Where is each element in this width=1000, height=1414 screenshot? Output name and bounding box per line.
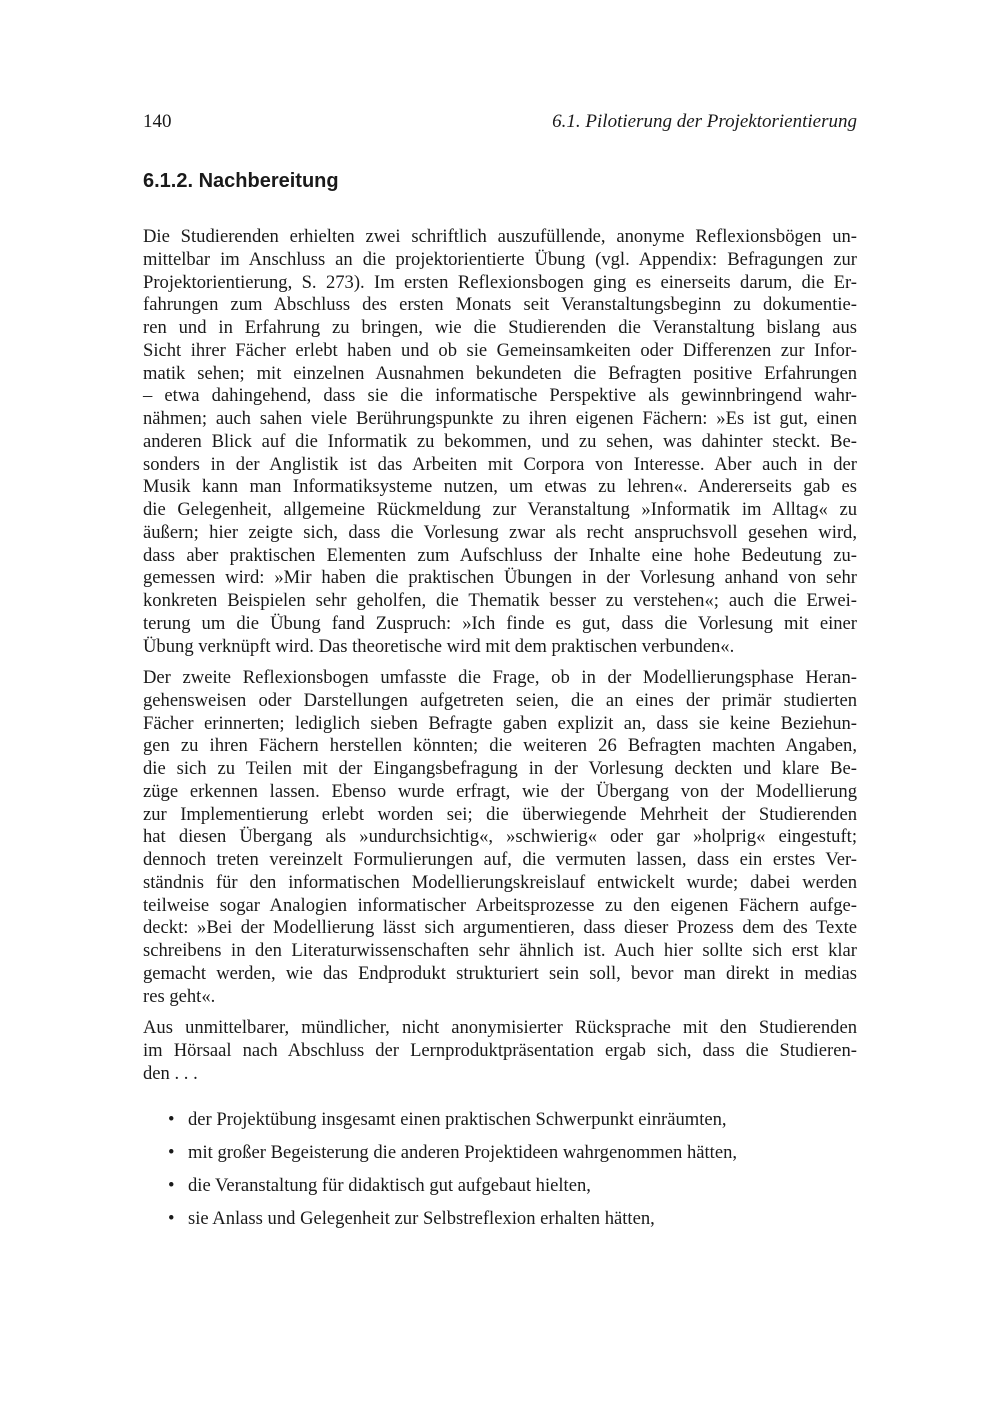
text-line: im Hörsaal nach Abschluss der Lernproduktpräsentation ergab sich, dass die Studieren- — [143, 1039, 857, 1061]
text-line: Musik kann man Informatiksysteme nutzen, um etwas zu lehren«. Andererseits gab es — [143, 476, 857, 498]
list-item — [168, 1174, 737, 1207]
list-item-text: mit großer Begeisterung die anderen Projektideen wahrgenommen hätten, — [188, 1142, 738, 1163]
text-line: matik sehen; mit einzelnen Ausnahmen bekundeten die Befragten positive Erfahrungen — [143, 362, 857, 384]
list-item-text: die Veranstaltung für didaktisch gut aufgebaut hielten, — [188, 1175, 591, 1196]
list-item-text: sie Anlass und Gelegenheit zur Selbstreflexion erhalten hätten, — [188, 1208, 655, 1229]
bullet-icon: • — [168, 1208, 175, 1229]
text-line: res geht«. — [143, 985, 216, 1007]
text-line: terung um die Übung fand Zuspruch: »Ich finde es gut, dass die Vorlesung mit einer — [143, 612, 857, 634]
text-line: gehensweisen oder Darstellungen aufgetreten seien, die an eines der primär studierten — [143, 689, 857, 711]
bullet-icon: • — [168, 1109, 175, 1130]
text-line: züge erkennen lassen. Ebenso wurde erfragt, wie der Übergang von der Modellierung — [143, 780, 857, 802]
list-item — [168, 1207, 737, 1240]
text-line: zur Implementierung erlebt worden sei; die überwiegende Mehrheit der Studierenden — [143, 803, 857, 825]
text-line: ren und in Erfahrung zu bringen, wie die Studierenden die Veranstaltung bislang aus — [143, 317, 857, 338]
text-line: Aus unmittelbarer, mündlicher, nicht anonymisierter Rücksprache mit den Studierenden — [143, 1017, 857, 1038]
text-line: Die Studierenden erhielten zwei schriftlich auszufüllende, anonyme Reflexionsbögen un- — [143, 226, 857, 247]
text-line: nähmen; auch sahen viele Berührungspunkte zu ihren eigenen Fächern: »Es ist gut, einen — [143, 408, 857, 429]
text-line: gemacht werden, wie das Endprodukt strukturiert sein soll, bevor man direkt in medias — [143, 962, 857, 984]
paragraph-1 — [143, 226, 857, 658]
text-line: deckt: »Bei der Modellierung lässt sich argumentieren, dass dieser Prozess dem des Texte — [143, 917, 857, 939]
text-line: ständnis für den informatischen Modellierungskreislauf entwickelt wurde; dabei werden — [143, 871, 857, 893]
paragraph-3 — [143, 1017, 857, 1085]
list-item-text: der Projektübung insgesamt einen praktischen Schwerpunkt einräumten, — [188, 1109, 727, 1130]
bullet-icon: • — [168, 1142, 175, 1163]
page-number: 140 — [143, 111, 172, 132]
text-line: dennoch treten vereinzelt Formulierungen auf, die vermuten lassen, dass ein erstes Ver- — [143, 849, 857, 870]
text-line: dass aber praktischen Elementen zum Aufschluss der Inhalte eine hohe Bedeutung zu- — [143, 544, 857, 566]
text-line: mittelbar im Anschluss an die projektorientierte Übung (vgl. Appendix: Befragungen zur — [143, 248, 857, 270]
text-line: den . . . — [143, 1062, 198, 1084]
text-line: – etwa dahingehend, dass sie die informatische Perspektive als gewinnbringend wahr- — [143, 385, 857, 407]
text-line: konkreten Beispielen sehr geholfen, die Thematik besser zu verstehen«; auch die Erwei- — [143, 590, 857, 611]
running-header — [143, 111, 857, 133]
text-line: Projektorientierung, S. 273). Im ersten Reflexionsbogen ging es einerseits darum, die Er- — [143, 271, 857, 293]
paragraph-2 — [143, 667, 857, 1008]
text-line: anderen Blick auf die Informatik zu bekommen, und zu sehen, was dahinter steckt. Be- — [143, 430, 857, 452]
section-title: 6.1.2. Nachbereitung — [143, 170, 339, 192]
list-item — [168, 1141, 737, 1174]
text-line: Sicht ihrer Fächer erlebt haben und ob sie Gemeinsamkeiten oder Differenzen zur Infor- — [143, 339, 857, 361]
text-line: äußern; hier zeigte sich, dass die Vorlesung zwar als recht anspruchsvoll gesehen wird, — [143, 521, 857, 543]
running-title: 6.1. Pilotierung der Projektorientierung — [552, 111, 857, 132]
text-line: sonders in der Anglistik ist das Arbeiten mit Corpora von Interesse. Aber auch in der — [143, 453, 857, 475]
bullet-list — [168, 1108, 737, 1240]
bullet-icon: • — [168, 1175, 175, 1196]
text-line: die sich zu Teilen mit der Eingangsbefragung in der Vorlesung deckten und klare Be- — [143, 758, 857, 779]
text-line: Übung verknüpft wird. Das theoretische wird mit dem praktischen verbunden«. — [143, 635, 735, 657]
list-item — [168, 1108, 737, 1141]
text-line: fahrungen zum Abschluss des ersten Monats seit Veranstaltungsbeginn zu dokumentie- — [143, 294, 857, 316]
text-line: gemessen wird: »Mir haben die praktischen Übungen in der Vorlesung anhand von sehr — [143, 567, 857, 589]
text-line: schreibens in den Literaturwissenschaften sehr ähnlich ist. Auch hier sollte sich erst klar — [143, 940, 857, 961]
text-line: Fächer erinnerten; lediglich sieben Befragte gaben explizit an, dass sie keine Beziehun- — [143, 712, 857, 734]
text-line: hat diesen Übergang als »undurchsichtig«, »schwierig« oder gar »holprig« eingestuft; — [143, 826, 857, 848]
text-line: gen zu ihren Fächern herstellen könnten; die weiteren 26 Befragten machten Angaben, — [143, 735, 857, 757]
text-line: Der zweite Reflexionsbogen umfasste die Frage, ob in der Modellierungsphase Heran- — [143, 667, 857, 688]
text-line: die Gelegenheit, allgemeine Rückmeldung zur Veranstaltung »Informatik im Alltag« zu — [143, 499, 857, 520]
text-line: teilweise sogar Analogien informatischer Arbeitsprozesse zu den eigenen Fächern aufge- — [143, 894, 857, 916]
